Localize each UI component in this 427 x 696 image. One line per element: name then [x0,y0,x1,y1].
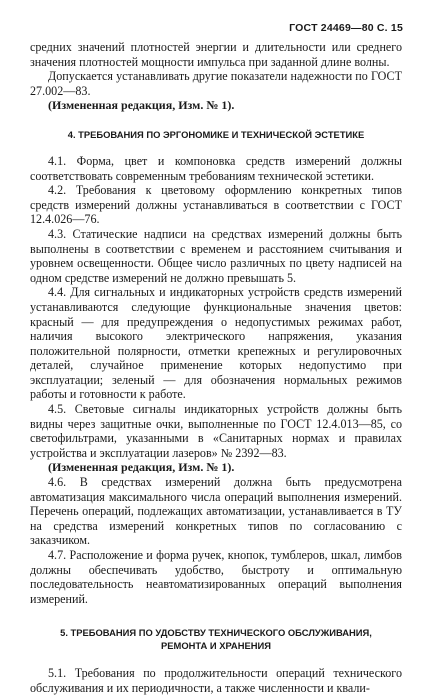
clause-4-6: 4.6. В средствах измерений должна быть предусмотрена автоматизация максимального числа операций выполнения измерений. Перечень операций, подлежащих автоматизации, устанавливается в ТУ на средства измерений конкретных типов по согласованию с заказчиком. [30,475,402,548]
clause-4-7: 4.7. Расположение и форма ручек, кнопок, тумблеров, шкал, лимбов должны обеспечивать удобство, быстроту и оптимальную последовательность неавтоматизированных операций выполнения измерений. [30,548,402,606]
clause-4-3: 4.3. Статические надписи на средствах измерений должны быть выполнены в соответствии с временем и расстоянием считывания и уровнем освещенности. Общее число различных по цвету надписей на одном средстве измерений не должно превышать 5. [30,226,402,285]
reliability-note-paragraph: Допускается устанавливать другие показатели надежности по ГОСТ 27.002—83. [30,69,402,98]
section-5-heading-line-1: 5. ТРЕБОВАНИЯ ПО УДОБСТВУ ТЕХНИЧЕСКОГО ОБСЛУЖИВАНИЯ, [60,627,372,639]
section-4-heading: 4. ТРЕБОВАНИЯ ПО ЭРГОНОМИКЕ И ТЕХНИЧЕСКОЙ ЭСТЕТИКЕ [67,128,365,140]
section-5-heading [30,626,402,652]
clause-4-2: 4.2. Требования к цветовому оформлению конкретных типов средств измерений должны устанавливаться в соответствии с ГОСТ 12.4.026—76. [30,183,402,227]
amendment-note: (Измененная редакция, Изм. № 1). [48,98,235,113]
section-5-heading-line-2: РЕМОНТА И ХРАНЕНИЯ [161,640,271,652]
page-header: ГОСТ 24469—80 С. 15 [289,22,403,34]
clause-4-1: 4.1. Форма, цвет и компоновка средств измерений должны соответствовать современным требованиям технической эстетики. [30,153,402,183]
document-body [30,40,402,696]
clause-5-1: 5.1. Требования по продолжительности операций технического обслуживания и их периодичности, а также численности и квали- [30,666,402,695]
amendment-note: (Измененная редакция, Изм. № 1). [48,460,235,475]
continuation-paragraph: средних значений плотностей энергии и длительности или среднего значения плотностей мощности импульса при заданной длине волны. [30,40,402,69]
clause-4-4: 4.4. Для сигнальных и индикаторных устройств средств измерений устанавливаются следующие функциональные значения цветов: красный — для предупреждения о недопустимых режимах работ, наличия высокого электрического напряжения, указания положительной полярности, отметки крепежных и регулировочных деталей, случайное применение которых недопустимо при эксплуатации; зеленый — для обозначения нормальных режимов работы и готовности к работе. [30,285,402,402]
clause-4-5: 4.5. Световые сигналы индикаторных устройств должны быть видны через защитные очки, выполненные по ГОСТ 12.4.013—85, со светофильтрами, указанными в «Санитарных нормах и правилах устройства и эксплуатации лазеров» № 2392—83. [30,402,402,460]
